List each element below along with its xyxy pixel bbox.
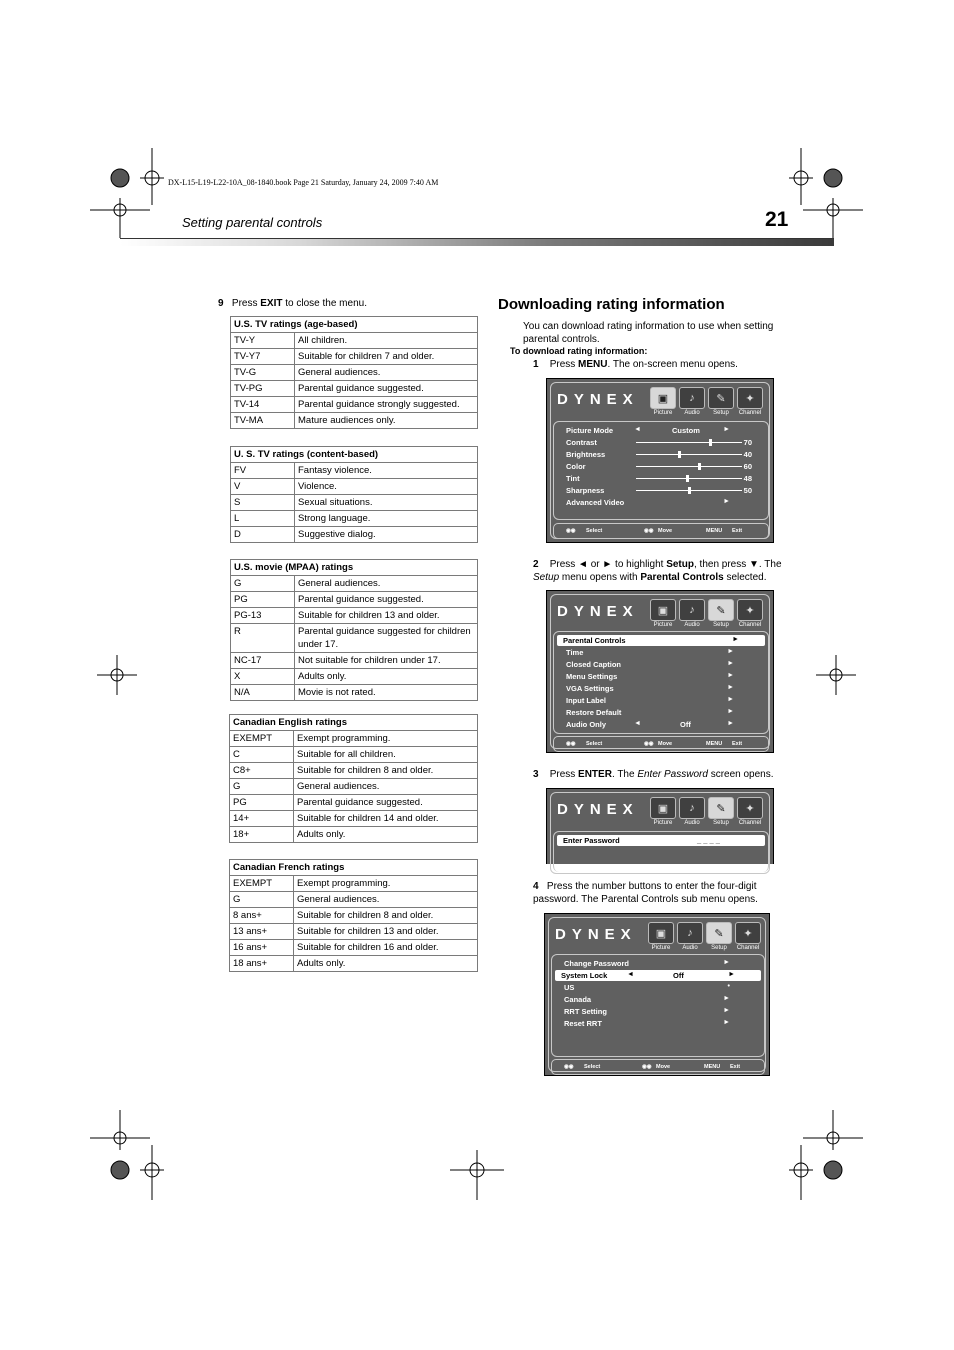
table-row: S Sexual situations. bbox=[231, 495, 478, 511]
table-row: TV-14 Parental guidance strongly suggested. bbox=[231, 397, 478, 413]
menu-change-password: Change Password ► bbox=[564, 959, 730, 968]
tab-setup: ✎ Setup bbox=[706, 922, 732, 951]
tab-audio: ♪ Audio bbox=[677, 922, 703, 951]
menu-vga-settings: VGA Settings ► bbox=[566, 684, 734, 693]
table-row: L Strong language. bbox=[231, 511, 478, 527]
slider-knob bbox=[709, 439, 712, 446]
note-icon: ♪ bbox=[679, 797, 705, 819]
note-icon: ♪ bbox=[677, 922, 703, 944]
procedure-subhead: To download rating information: bbox=[510, 346, 648, 356]
osd-footer: ◉◉ Select ◉◉ Move MENU Exit bbox=[553, 736, 769, 752]
menu-parental-controls: Parental Controls ► bbox=[557, 635, 765, 646]
menu-color: Color 60 bbox=[566, 462, 752, 471]
table-row: G General audiences. bbox=[230, 892, 478, 908]
tab-picture: ▣ Picture bbox=[650, 599, 676, 628]
slider-knob bbox=[698, 463, 701, 470]
table-row: TV-Y All children. bbox=[231, 333, 478, 349]
tools-icon: ✎ bbox=[708, 797, 734, 819]
table-row: D Suggestive dialog. bbox=[231, 527, 478, 543]
table-mpaa bbox=[230, 559, 478, 701]
password-mask: _ _ _ _ bbox=[697, 836, 720, 845]
table-row: EXEMPT Exempt programming. bbox=[230, 876, 478, 892]
osd-menu-panel bbox=[553, 631, 769, 734]
table-row: V Violence. bbox=[231, 479, 478, 495]
slider-knob bbox=[686, 475, 689, 482]
menu-contrast: Contrast 70 bbox=[566, 438, 752, 447]
tab-picture: ▣ Picture bbox=[650, 797, 676, 826]
note-icon: ♪ bbox=[679, 387, 705, 409]
tab-audio: ♪ Audio bbox=[679, 387, 705, 416]
table-us-tv-content bbox=[230, 446, 478, 543]
table-row: NC-17 Not suitable for children under 17. bbox=[231, 653, 478, 669]
osd-footer: ◉◉ Select ◉◉ Move MENU Exit bbox=[553, 523, 769, 539]
osd-tabs bbox=[650, 797, 763, 826]
table-row: G General audiences. bbox=[230, 779, 478, 795]
tab-channel: ✦ Channel bbox=[735, 922, 761, 951]
menu-tint: Tint 48 bbox=[566, 474, 752, 483]
table-title: U.S. movie (MPAA) ratings bbox=[231, 560, 478, 576]
table-title: Canadian French ratings bbox=[230, 860, 478, 876]
menu-us: US • bbox=[564, 983, 730, 992]
osd-menu-panel bbox=[551, 954, 765, 1057]
step-3: 3 Press ENTER. The Enter Password screen opens. bbox=[533, 769, 774, 780]
dynex-logo: DYNEX bbox=[555, 926, 637, 943]
menu-reset-rrt: Reset RRT ► bbox=[564, 1019, 730, 1028]
table-row: 16 ans+ Suitable for children 16 and older. bbox=[230, 940, 478, 956]
intro-text: You can download rating information to use when setting parental controls. bbox=[523, 321, 774, 345]
osd-parental-menu bbox=[544, 913, 770, 1076]
table-row: PG Parental guidance suggested. bbox=[230, 795, 478, 811]
tab-audio: ♪ Audio bbox=[679, 797, 705, 826]
table-title: U. S. TV ratings (content-based) bbox=[231, 447, 478, 463]
menu-sharpness: Sharpness 50 bbox=[566, 486, 752, 495]
channel-icon: ✦ bbox=[737, 599, 763, 621]
table-row: TV-G General audiences. bbox=[231, 365, 478, 381]
table-row: 14+ Suitable for children 14 and older. bbox=[230, 811, 478, 827]
menu-picture-mode: Picture Mode ◄ Custom ► bbox=[566, 426, 730, 435]
tools-icon: ✎ bbox=[706, 922, 732, 944]
page-number: 21 bbox=[765, 208, 789, 231]
dynex-logo: DYNEX bbox=[557, 603, 639, 620]
table-row: 8 ans+ Suitable for children 8 and older. bbox=[230, 908, 478, 924]
table-us-tv-age bbox=[230, 316, 478, 429]
osd-tabs bbox=[650, 599, 763, 628]
table-row: X Adults only. bbox=[231, 669, 478, 685]
file-info-header: DX-L15-L19-L22-10A_08-1840.book Page 21 Saturday, January 24, 2009 7:40 AM bbox=[168, 178, 439, 187]
menu-system-lock: System Lock ◄ Off ► bbox=[555, 970, 761, 981]
tab-channel: ✦ Channel bbox=[737, 599, 763, 628]
camera-icon: ▣ bbox=[650, 599, 676, 621]
table-row: PG Parental guidance suggested. bbox=[231, 592, 478, 608]
camera-icon: ▣ bbox=[650, 797, 676, 819]
step-2: 2 Press ◄ or ► to highlight Setup, then press ▼. The Setup menu opens with Parental Controls selected. bbox=[533, 559, 782, 583]
osd-picture-menu bbox=[546, 378, 774, 543]
osd-setup-menu bbox=[546, 590, 774, 753]
osd-tabs bbox=[648, 922, 761, 951]
channel-icon: ✦ bbox=[735, 922, 761, 944]
dynex-logo: DYNEX bbox=[557, 391, 639, 408]
menu-input-label: Input Label ► bbox=[566, 696, 734, 705]
section-title: Setting parental controls bbox=[182, 215, 323, 230]
osd-enter-password bbox=[546, 788, 774, 864]
tab-setup: ✎ Setup bbox=[708, 599, 734, 628]
slider-knob bbox=[678, 451, 681, 458]
table-row: N/A Movie is not rated. bbox=[231, 685, 478, 701]
table-row: TV-PG Parental guidance suggested. bbox=[231, 381, 478, 397]
menu-menu-settings: Menu Settings ► bbox=[566, 672, 734, 681]
tab-picture: ▣ Picture bbox=[650, 387, 676, 416]
menu-advanced-video: Advanced Video ► bbox=[566, 498, 730, 507]
table-canadian-french bbox=[229, 859, 478, 972]
section-heading: Downloading rating information bbox=[498, 296, 725, 313]
menu-closed-caption: Closed Caption ► bbox=[566, 660, 734, 669]
tab-channel: ✦ Channel bbox=[737, 797, 763, 826]
table-row: PG-13 Suitable for children 13 and older. bbox=[231, 608, 478, 624]
tab-picture: ▣ Picture bbox=[648, 922, 674, 951]
tab-setup: ✎ Setup bbox=[708, 797, 734, 826]
table-row: TV-MA Mature audiences only. bbox=[231, 413, 478, 429]
table-row: C8+ Suitable for children 8 and older. bbox=[230, 763, 478, 779]
tools-icon: ✎ bbox=[708, 599, 734, 621]
step-4: 4 Press the number buttons to enter the four-digit password. The Parental Controls sub menu opens. bbox=[533, 881, 758, 905]
tab-audio: ♪ Audio bbox=[679, 599, 705, 628]
osd-footer: ◉◉ Select ◉◉ Move MENU Exit bbox=[551, 1059, 765, 1075]
menu-audio-only: Audio Only ◄ Off ► bbox=[566, 720, 734, 729]
menu-canada: Canada ► bbox=[564, 995, 730, 1004]
table-row: R Parental guidance suggested for children under 17. bbox=[231, 624, 478, 653]
step-9: 9 Press EXIT to close the menu. bbox=[218, 298, 367, 309]
menu-restore-default: Restore Default ► bbox=[566, 708, 734, 717]
menu-enter-password: Enter Password _ _ _ _ bbox=[557, 835, 765, 846]
table-canadian-english bbox=[229, 714, 478, 843]
table-row: 13 ans+ Suitable for children 13 and older. bbox=[230, 924, 478, 940]
channel-icon: ✦ bbox=[737, 387, 763, 409]
tab-channel: ✦ Channel bbox=[737, 387, 763, 416]
menu-rrt-setting: RRT Setting ► bbox=[564, 1007, 730, 1016]
tools-icon: ✎ bbox=[708, 387, 734, 409]
table-row: TV-Y7 Suitable for children 7 and older. bbox=[231, 349, 478, 365]
osd-tabs bbox=[650, 387, 763, 416]
camera-icon: ▣ bbox=[648, 922, 674, 944]
table-row: EXEMPT Exempt programming. bbox=[230, 731, 478, 747]
osd-menu-panel bbox=[553, 421, 769, 520]
menu-brightness: Brightness 40 bbox=[566, 450, 752, 459]
table-row: 18+ Adults only. bbox=[230, 827, 478, 843]
camera-icon: ▣ bbox=[650, 387, 676, 409]
table-title: Canadian English ratings bbox=[230, 715, 478, 731]
dynex-logo: DYNEX bbox=[557, 801, 639, 818]
channel-icon: ✦ bbox=[737, 797, 763, 819]
step-1: 1 Press MENU. The on-screen menu opens. bbox=[533, 359, 738, 370]
osd-menu-panel bbox=[553, 831, 769, 872]
table-row: 18 ans+ Adults only. bbox=[230, 956, 478, 972]
table-row: FV Fantasy violence. bbox=[231, 463, 478, 479]
menu-time: Time ► bbox=[566, 648, 734, 657]
table-title: U.S. TV ratings (age-based) bbox=[231, 317, 478, 333]
table-row: C Suitable for all children. bbox=[230, 747, 478, 763]
note-icon: ♪ bbox=[679, 599, 705, 621]
tab-setup: ✎ Setup bbox=[708, 387, 734, 416]
table-row: G General audiences. bbox=[231, 576, 478, 592]
slider-knob bbox=[688, 487, 691, 494]
